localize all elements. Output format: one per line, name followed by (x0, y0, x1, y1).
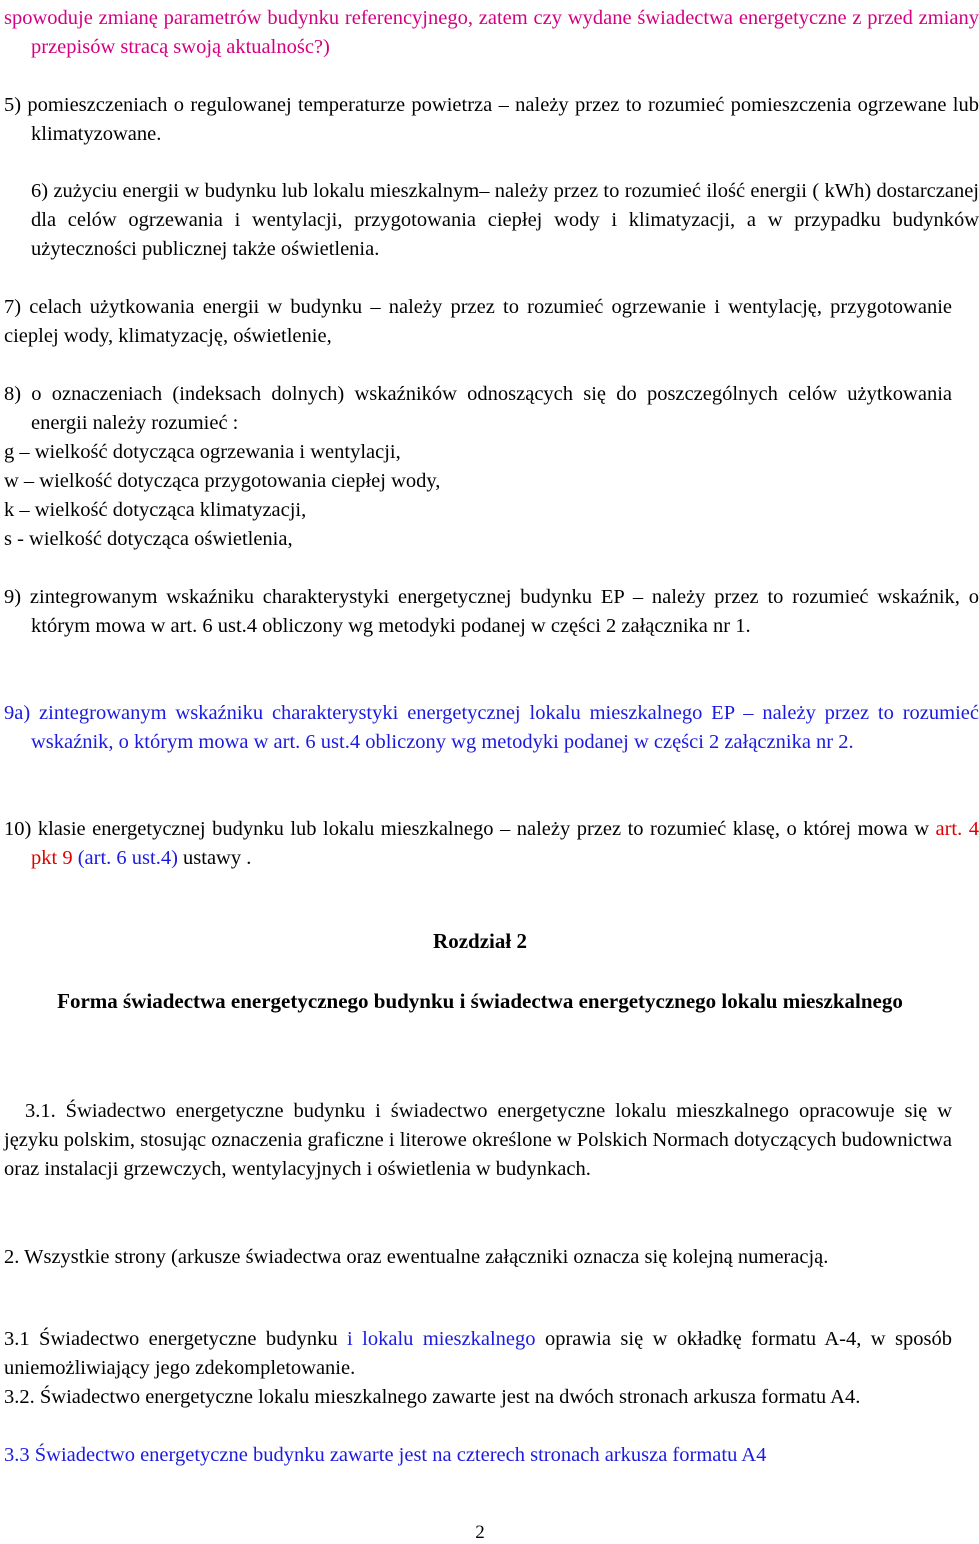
definition-8 (4, 380, 952, 554)
index-w-item: w – wielkość dotycząca przygotowania ciepłej wody, (4, 470, 441, 492)
index-g-item: g – wielkość dotycząca ogrzewania i wentylacji, (4, 441, 401, 463)
section-3-1-cover-end: oprawia się w okładkę formatu A-4, w sposób uniemożliwiający jego zdekompletowanie. (4, 1328, 952, 1379)
definition-10-ref-blue: (art. 6 ust.4) (77, 847, 178, 869)
definition-10 (4, 815, 979, 873)
definition-9a: 9a) zintegrowanym wskaźniku charakterystyki energetycznej lokalu mieszkalnego EP – należy przez to rozumieć wskaźnik, o którym mowa w art. 6 ust.4 obliczony wg metodyki podanej w części 2 załącznika nr 2. (4, 702, 979, 753)
page-number: 2 (475, 1522, 485, 1543)
definition-5: 5) pomieszczeniach o regulowanej temperaturze powietrza – należy przez to rozumieć pomieszczenia ogrzewane lub klimatyzowane. (4, 94, 979, 145)
section-3-2: 3.2. Świadectwo energetyczne lokalu mieszkalnego zawarte jest na dwóch stronach arkusza formatu A4. (4, 1386, 861, 1408)
section-3-1: 3.1. Świadectwo energetyczne budynku i świadectwo energetyczne lokalu mieszkalnego opracowuje się w języku polskim, stosując oznaczenia graficzne i literowe określone w Polskich Normach dotyczących budownictwa oraz instalacji grzewczych, wentylacyjnych i oświetlenia w budynkach. (4, 1100, 952, 1180)
definition-9: 9) zintegrowanym wskaźniku charakterystyki energetycznej budynku EP – należy przez to rozumieć wskaźnik, o którym mowa w art. 6 ust.4 obliczony wg metodyki podanej w części 2 załącznika nr 1. (4, 586, 979, 637)
definition-6: 6) zużyciu energii w budynku lub lokalu mieszkalnym– należy przez to rozumieć ilość energii ( kWh) dostarczanej dla celów ogrzewania i wentylacji, przygotowania ciepłej wody i klimatyzacji, a w przypadku budynków użyteczności publicznej także oświetlenia. (31, 180, 979, 260)
definition-10-text: 10) klasie energetycznej budynku lub lokalu mieszkalnego – należy przez to rozumieć klasę, o której mowa w (4, 818, 936, 840)
section-3-1-cover-blue: i lokalu mieszkalnego (347, 1328, 536, 1350)
section-2: 2. Wszystkie strony (arkusze świadectwa oraz ewentualne załączniki oznacza się kolejną numeracją. (4, 1246, 829, 1268)
definition-7: 7) celach użytkowania energii w budynku – należy przez to rozumieć ogrzewanie i wentylację, przygotowanie cieplej wody, klimatyzację, oświetlenie, (4, 296, 952, 347)
definition-10-ref-red: art. 4 pkt 9 (31, 818, 979, 869)
intro-note-magenta: spowoduje zmianę parametrów budynku referencyjnego, zatem czy wydane świadectwa energetyczne z przed zmiany przepisów stracą swoją aktualnośc?) (4, 7, 979, 58)
chapter-title: Rozdział 2 (433, 929, 527, 953)
definition-10-end: ustawy . (177, 847, 252, 869)
section-3-1-cover (4, 1325, 952, 1383)
chapter-subtitle: Forma świadectwa energetycznego budynku i świadectwa energetycznego lokalu mieszkalnego (57, 989, 903, 1013)
definition-8-lead: 8) o oznaczeniach (indeksach dolnych) wskaźników odnoszących się do poszczególnych celów użytkowania energii należy rozumieć : (4, 383, 952, 434)
index-k-item: k – wielkość dotycząca klimatyzacji, (4, 499, 307, 521)
section-3-3: 3.3 Świadectwo energetyczne budynku zawarte jest na czterech stronach arkusza formatu A4 (4, 1444, 767, 1466)
index-s-item: s - wielkość dotycząca oświetlenia, (4, 528, 293, 550)
section-3-1-cover-start: 3.1 Świadectwo energetyczne budynku (4, 1328, 348, 1350)
